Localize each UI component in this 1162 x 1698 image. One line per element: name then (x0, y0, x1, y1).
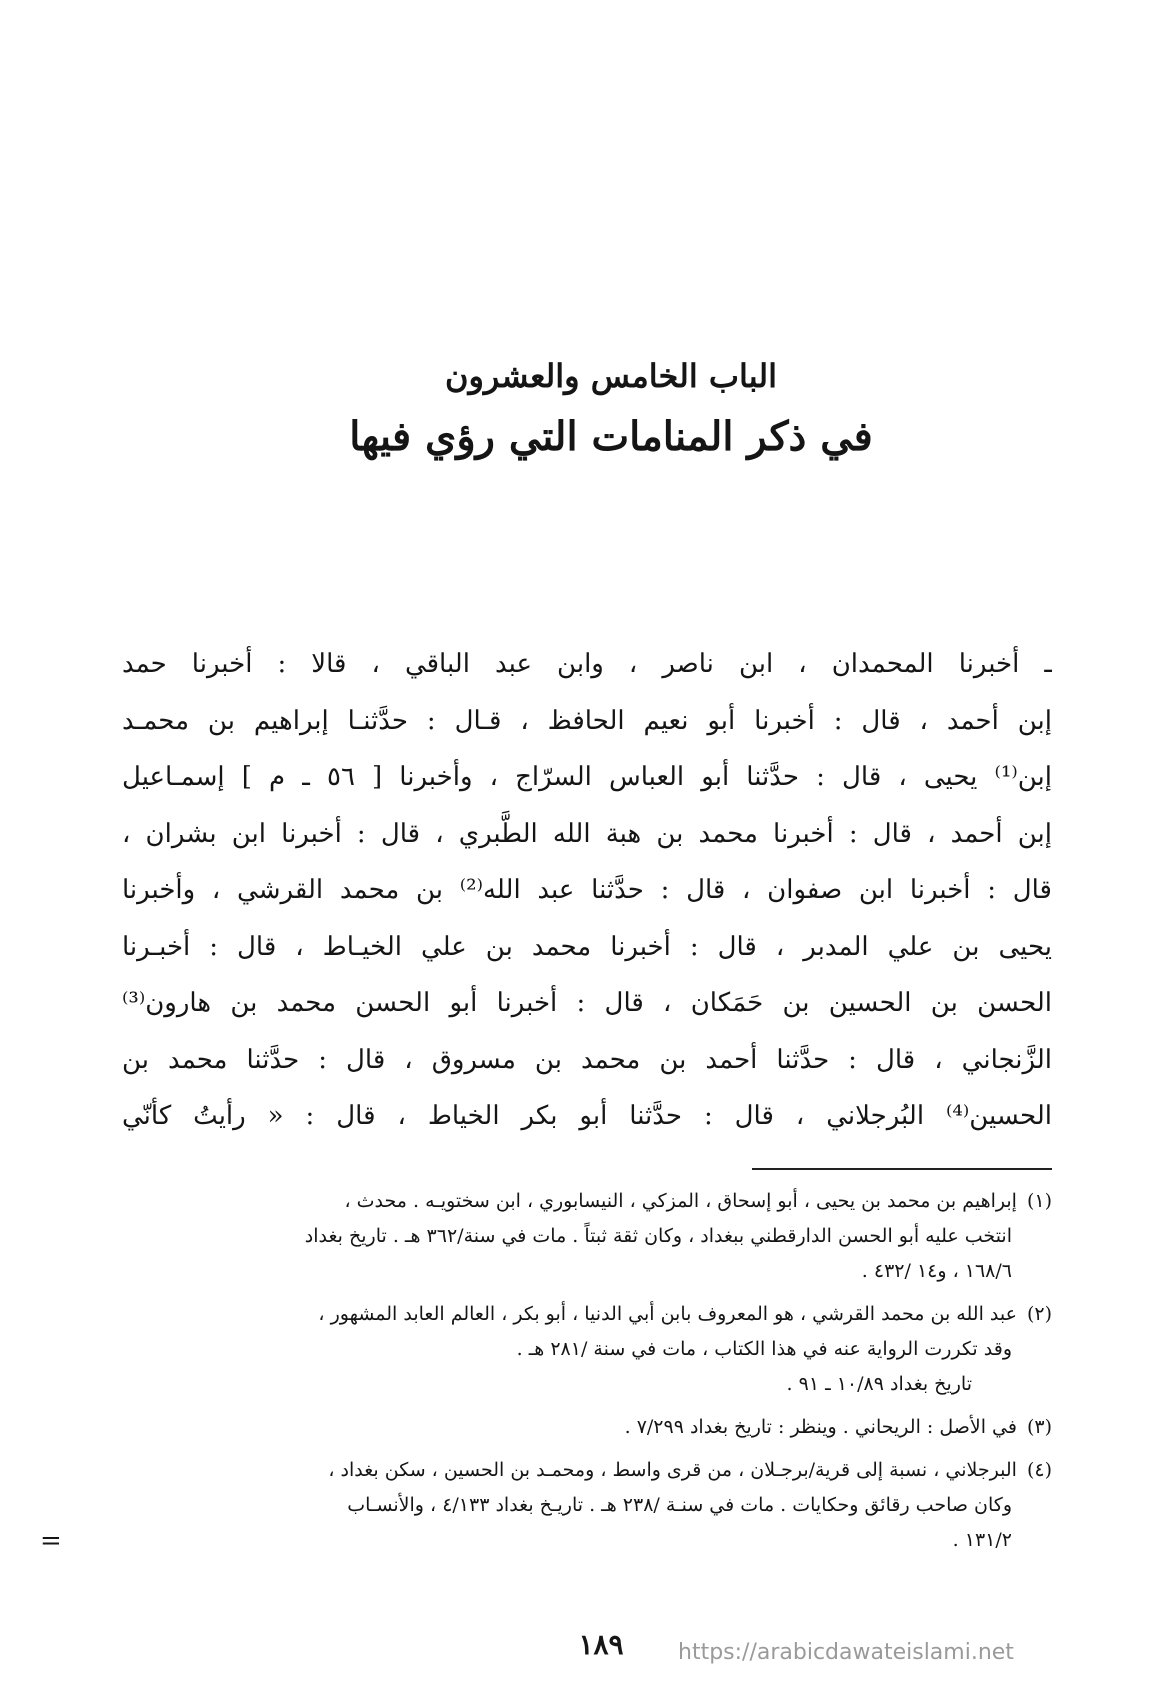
footnote-text: ١٦٨/٦ ، و١٤ /٤٣٢ . (861, 1260, 1012, 1282)
text-line: الزَّنجاني ، قال : حدَّثنا أحمد بن محمد بن مسروق ، قال : حدَّثنا محمد بن (122, 1044, 1052, 1075)
footnote-text: عبد الله بن محمد القرشي ، هو المعروف بابن أبي الدنيا ، أبو بكر ، العالم العابد المشهور ، (318, 1303, 1017, 1325)
text-line: إبن⁽¹⁾ يحيى ، قال : حدَّثنا أبو العباس السرّاج ، وأخبرنا [ ٥٦ ـ م ] إسمـاعيل (122, 762, 1052, 792)
footnote (122, 1453, 1052, 1558)
footnote-text: في الأصل : الريحاني . وينظر : تاريخ بغداد ٧/٢٩٩ . (624, 1416, 1017, 1438)
text-line: قال : أخبرنا ابن صفوان ، قال : حدَّثنا عبد الله⁽²⁾ بن محمد القرشي ، وأخبرنا (122, 875, 1052, 905)
text-line: الحسين⁽⁴⁾ البُرجلاني ، قال : حدَّثنا أبو بكر الخياط ، قال : « رأيتُ كأنّي (122, 1101, 1052, 1131)
footnote-text: انتخب عليه أبو الحسن الدارقطني ببغداد ، وكان ثقة ثبتاً . مات في سنة/٣٦٢ هـ . تاريخ بغداد (304, 1225, 1012, 1247)
footnote-text: البرجلاني ، نسبة إلى قرية/برجـلان ، من قرى واسط ، ومحمـد بن الحسين ، سكن بغداد ، (328, 1459, 1017, 1481)
footnotes (122, 1184, 1052, 1566)
watermark-url: https://arabicdawateislami.net (678, 1640, 1014, 1665)
footnote-label: (٣) (1026, 1416, 1052, 1438)
footnote (122, 1297, 1052, 1402)
footnote-text: إبراهيم بن محمد بن يحيى ، أبو إسحاق ، المزكي ، النيسابوري ، ابن سختويـه . محدث ، (344, 1190, 1017, 1212)
footnote-text: ١٣١/٢ . (952, 1529, 1012, 1551)
chapter-subtitle: في ذكر المنامات التي رؤي فيها (349, 413, 873, 460)
text-line: الحسن بن الحسين بن حَمَكان ، قال : أخبرنا أبو الحسن محمد بن هارون⁽³⁾ (122, 988, 1052, 1018)
text-line: ـ أخبرنا المحمدان ، ابن ناصر ، وابن عبد الباقي ، قالا : أخبرنا حمد (122, 649, 1052, 679)
footnote-separator (752, 1168, 1052, 1170)
footnote-text: تاريخ بغداد ١٠/٨٩ ـ ٩١ . (786, 1373, 972, 1395)
text-line: يحيى بن علي المدبر ، قال : أخبرنا محمد بن علي الخيـاط ، قال : أخبـرنا (122, 931, 1052, 962)
footnote-label: (١) (1026, 1190, 1052, 1212)
main-text (122, 636, 1052, 1145)
footnote-label: (٢) (1026, 1303, 1052, 1325)
chapter-title: الباب الخامس والعشرون (444, 357, 778, 395)
text-line: إبن أحمد ، قال : أخبرنا أبو نعيم الحافظ ، قـال : حدَّثنـا إبراهيم بن محمـد (122, 705, 1052, 736)
footnote (122, 1410, 1052, 1445)
text-line: إبن أحمد ، قال : أخبرنا محمد بن هبة الله الطَّبري ، قال : أخبرنا ابن بشران ، (122, 818, 1052, 849)
page-number: ١٨٩ (578, 1628, 624, 1661)
chapter-heading (0, 350, 1162, 472)
continuation-mark: = (40, 1526, 62, 1556)
footnote (122, 1184, 1052, 1289)
footnote-text: وقد تكررت الرواية عنه في هذا الكتاب ، مات في سنة /٢٨١ هـ . (516, 1338, 1012, 1360)
footnote-text: وكان صاحب رقائق وحكايات . مات في سنـة /٢٣٨ هـ . تاريـخ بغداد ٤/١٣٣ ، والأنسـاب (347, 1494, 1012, 1516)
footnote-label: (٤) (1026, 1459, 1052, 1481)
